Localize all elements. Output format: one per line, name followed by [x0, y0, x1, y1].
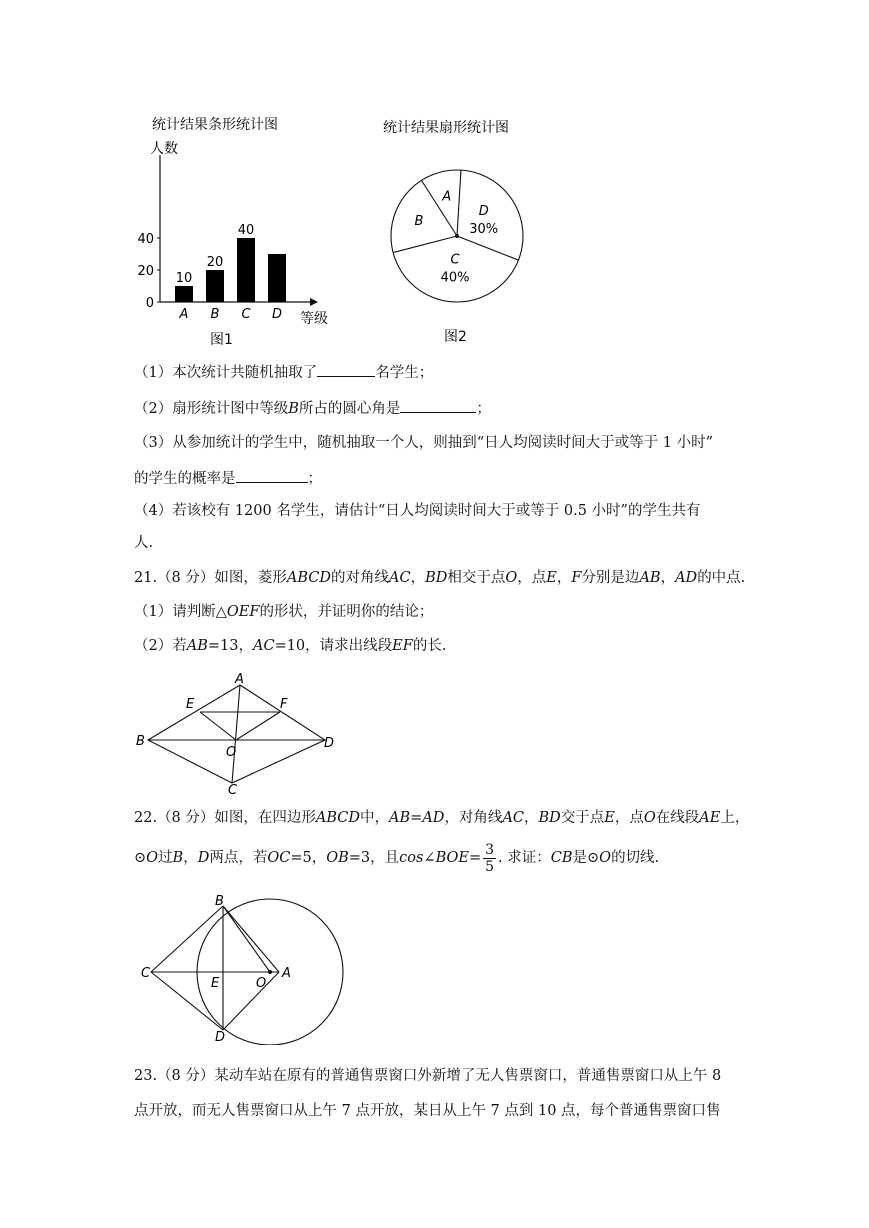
- bar-chart-caption: 图1: [210, 332, 233, 348]
- q20-part2-blank: [400, 398, 476, 413]
- q22-var: OC: [267, 850, 291, 866]
- q20-part2-var: B: [288, 401, 299, 417]
- q21-var: BD: [425, 570, 448, 586]
- segment-of: [236, 712, 280, 740]
- q20-part2-end: ；: [476, 401, 491, 417]
- bar-chart-xlabel: 等级: [300, 311, 328, 327]
- q22-var: B: [172, 850, 184, 866]
- segment-ad: [223, 972, 279, 1030]
- pie-center-dot: [455, 234, 459, 238]
- q22-var: O: [599, 850, 612, 866]
- q20-part4-line1: [134, 501, 700, 521]
- pie-slice-boundary: [393, 236, 457, 253]
- q22-text: 22.（8 分）如图，在四边形: [134, 810, 316, 826]
- q21-text: ，: [556, 570, 572, 586]
- q22-text: =: [410, 810, 423, 826]
- q22-var: BD: [538, 810, 561, 826]
- label-e: E: [186, 697, 195, 712]
- bar-chart-title: 统计结果条形统计图: [152, 117, 278, 133]
- q20-part3-text: （3）从参加统计的学生中，随机抽取一个人，则抽到“日人均阅读时间大于或等于 1 小时”: [134, 435, 713, 451]
- bar-chart-x-arrow: [310, 298, 318, 306]
- segment-ob: [223, 906, 270, 972]
- q20-part1: [134, 362, 433, 383]
- q21-part2-var: AB: [186, 638, 208, 654]
- q22-text: 上，: [720, 810, 750, 826]
- bar-c: [237, 238, 255, 302]
- q21-text: 的对角线: [331, 570, 390, 586]
- q21-part2-text: =10，请求出线段: [274, 638, 393, 654]
- q21-part1-text: （1）请判断△: [134, 604, 227, 620]
- q21-var: O: [505, 570, 518, 586]
- q21-part1-var: OEF: [226, 604, 260, 620]
- q21-var: AC: [389, 570, 411, 586]
- q21-var: F: [571, 570, 582, 586]
- pie-chart: [380, 110, 540, 350]
- q23-text2: 点开放，而无人售票窗口从上午 7 点开放，某日从上午 7 点到 10 点，每个普通售票窗口售: [134, 1103, 721, 1119]
- center-dot: [268, 970, 272, 974]
- q22-var: ABCD: [315, 810, 361, 826]
- pie-label-c: C: [450, 252, 460, 268]
- segment-oe: [200, 712, 236, 740]
- y-tick-label: 20: [137, 264, 154, 279]
- q22-text: ，: [524, 810, 539, 826]
- q21-part1: [134, 602, 433, 622]
- label-f: F: [280, 697, 288, 712]
- q22-text: . 求证：: [498, 850, 551, 866]
- pie-slice-boundary: [421, 180, 457, 236]
- bar-d: [268, 254, 286, 302]
- q22-text: 中，: [360, 810, 390, 826]
- q20-part3-line2: [134, 468, 322, 489]
- x-tick-label: A: [179, 307, 189, 322]
- q20-part1-text: （1）本次统计共随机抽取了: [134, 365, 318, 381]
- q20-part3-end: ；: [307, 471, 322, 487]
- q22-text: ，: [183, 850, 198, 866]
- bar-data-label: 40: [237, 223, 255, 238]
- bar-a: [175, 286, 193, 302]
- circle-figure: [135, 895, 370, 1045]
- pie-percent-d: 30%: [469, 221, 499, 237]
- q20-part2: [134, 398, 491, 419]
- label-c: C: [228, 783, 238, 795]
- segment-cb: [151, 906, 223, 972]
- label-d: D: [215, 1030, 226, 1045]
- q21-text: 21.（8 分）如图，菱形: [134, 570, 287, 586]
- q22-var: AB: [389, 810, 411, 826]
- pie-label-b: B: [414, 214, 424, 230]
- q22-stem-line2: [134, 840, 659, 876]
- q22-text: =3，且: [348, 850, 400, 866]
- q22-text: 的切线.: [611, 850, 660, 866]
- q22-text: ⊙: [134, 850, 147, 866]
- q20-part2-text: （2）扇形统计图中等级: [134, 401, 289, 417]
- q21-text: ，点: [517, 570, 547, 586]
- pie-label-d: D: [478, 203, 489, 219]
- label-b: B: [136, 734, 145, 749]
- pie-label-a: A: [442, 189, 452, 205]
- q21-stem: [134, 568, 745, 588]
- q22-var: O: [643, 810, 656, 826]
- q21-part2-var: EF: [392, 638, 413, 654]
- q22-var: D: [197, 850, 210, 866]
- q20-part3-blank: [236, 468, 308, 483]
- bar-data-label: 20: [206, 255, 224, 270]
- fraction-numerator: 3: [485, 841, 495, 858]
- q21-text: 分别是边: [581, 570, 640, 586]
- q20-part1-blank: [317, 362, 375, 377]
- pie-chart-caption: 图2: [444, 329, 467, 345]
- fraction-three-fifths: [483, 842, 496, 875]
- pie-chart-title: 统计结果扇形统计图: [383, 120, 509, 136]
- q22-var: O: [146, 850, 159, 866]
- q20-part3-line1: [134, 433, 713, 453]
- bar-chart-ylabel: 人数: [150, 141, 178, 157]
- bar-b: [206, 270, 224, 302]
- q22-var: AE: [699, 810, 721, 826]
- bar-chart: [120, 105, 350, 350]
- x-tick-label: C: [241, 307, 251, 322]
- q22-var: OB: [326, 850, 349, 866]
- pie-percent-c: 40%: [440, 270, 470, 286]
- q22-text: ，点: [614, 810, 644, 826]
- q22-text: 两点，若: [209, 850, 268, 866]
- q21-part2-text: =13，: [207, 638, 253, 654]
- bar-data-label: 10: [175, 271, 193, 286]
- y-tick-label: 40: [137, 232, 154, 247]
- q22-text: 在线段: [655, 810, 700, 826]
- y-tick-label: 0: [145, 296, 154, 311]
- label-a: A: [282, 966, 291, 981]
- label-c: C: [141, 966, 151, 981]
- q22-text: =5，: [290, 850, 327, 866]
- q22-var: AD: [422, 810, 445, 826]
- q22-var: E: [604, 810, 615, 826]
- rhombus-figure: [130, 670, 350, 795]
- q21-part2-text: （2）若: [134, 638, 187, 654]
- q22-var: AC: [502, 810, 525, 826]
- q23-stem-line1: [134, 1066, 721, 1086]
- q21-part1-text2: 的形状，并证明你的结论；: [259, 604, 434, 620]
- q23-text: 23.（8 分）某动车站在原有的普通售票窗口外新增了无人售票窗口，普通售票窗口从上午 8: [134, 1068, 722, 1084]
- q21-part2-var: AC: [252, 638, 275, 654]
- q22-text: 是⊙: [572, 850, 600, 866]
- x-tick-label: D: [271, 307, 283, 322]
- q21-part2-text: 的长.: [412, 638, 447, 654]
- q20-part3-text2: 的学生的概率是: [134, 471, 236, 487]
- pie-slice-boundary: [457, 170, 461, 236]
- q20-part4-line2: [134, 533, 153, 553]
- q21-var: AB: [639, 570, 661, 586]
- pie-slice-boundary: [457, 236, 518, 260]
- label-o: O: [256, 976, 267, 991]
- x-tick-label: B: [210, 307, 220, 322]
- label-d: D: [324, 736, 335, 751]
- q22-stem-line1: [134, 808, 749, 828]
- q23-stem-line2: [134, 1101, 721, 1121]
- q22-var: CB: [550, 850, 573, 866]
- q21-text: ，: [410, 570, 426, 586]
- q21-var: E: [546, 570, 557, 586]
- q22-text: 交于点: [560, 810, 605, 826]
- segment-ab: [223, 906, 279, 972]
- q20-part1-suffix: 名学生；: [375, 365, 434, 381]
- label-o: O: [226, 745, 237, 760]
- q22-text: =: [468, 850, 482, 866]
- q22-var: cos∠BOE: [399, 850, 469, 866]
- q22-text: 过: [158, 850, 173, 866]
- q21-part2: [134, 636, 446, 656]
- diagonal-ac: [232, 685, 240, 783]
- q21-text: 相交于点: [447, 570, 506, 586]
- label-e: E: [211, 976, 220, 991]
- q20-part4-text2: 人.: [134, 535, 154, 551]
- q20-part4-text: （4）若该校有 1200 名学生，请估计“日人均阅读时间大于或等于 0.5 小时”的学生共有: [134, 503, 701, 519]
- q20-part2-text2: 所占的圆心角是: [298, 401, 401, 417]
- label-a: A: [235, 672, 244, 687]
- q21-var: AD: [675, 570, 698, 586]
- q22-text: ，对角线: [444, 810, 503, 826]
- label-b: B: [215, 895, 224, 909]
- fraction-denominator: 5: [485, 858, 495, 875]
- q21-text: 的中点.: [697, 570, 746, 586]
- q21-text: ，: [660, 570, 676, 586]
- q21-var: ABCD: [286, 570, 332, 586]
